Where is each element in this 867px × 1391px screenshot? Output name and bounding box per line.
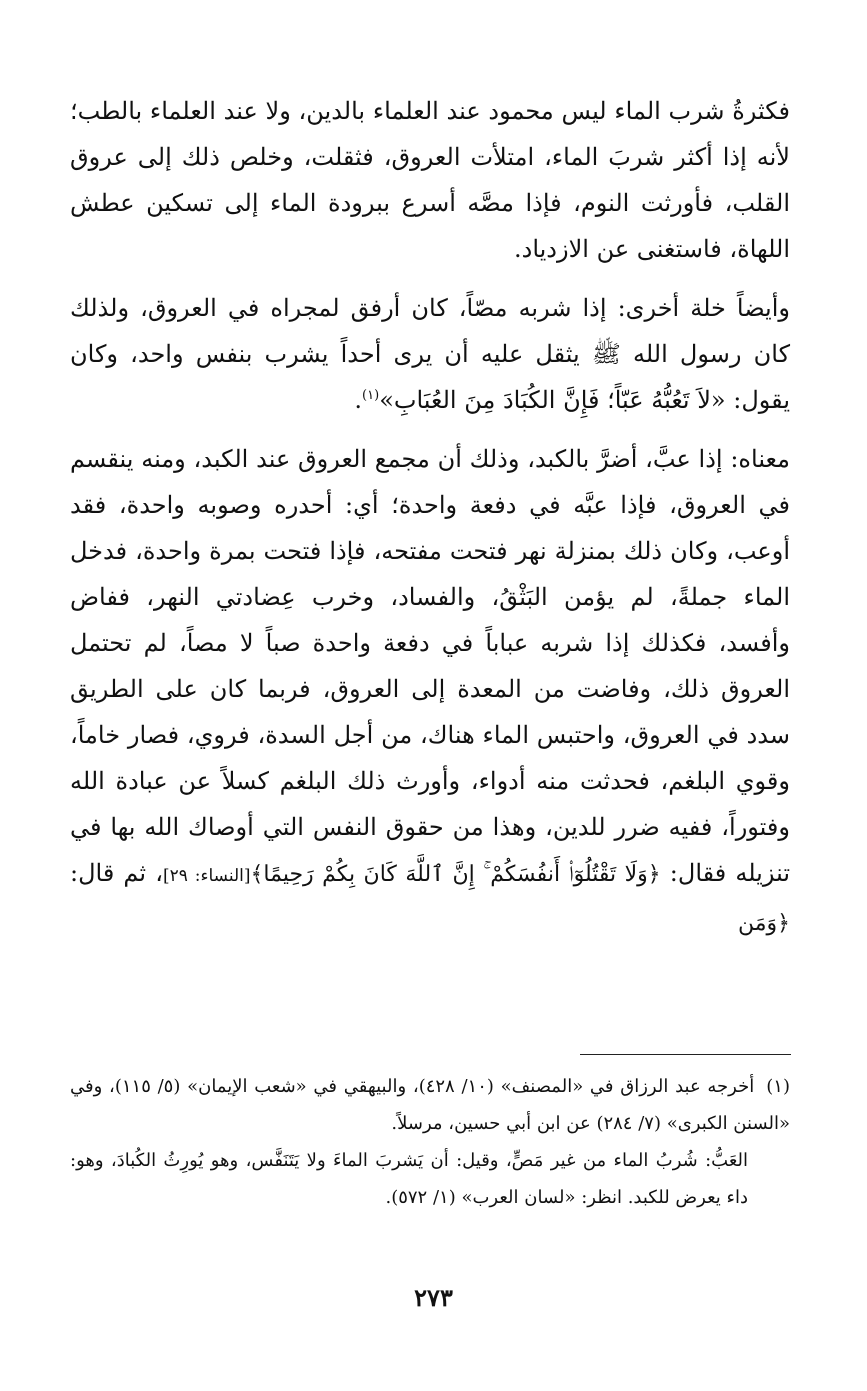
footnote-1 [70, 1068, 790, 1142]
footnote-reference: (١) [362, 388, 380, 403]
footnote-1-text: أخرجه عبد الرزاق في «المصنف» (١٠/ ٤٢٨)، والبيهقي في «شعب الإيمان» (٥/ ١١٥)، وفي «السنن الكبرى» (٧/ ٢٨٤) عن ابن أبي حسين، مرسلاً. [70, 1076, 790, 1134]
paragraph-3-text: معناه: إذا عبَّ، أضرَّ بالكبد، وذلك أن مجمع العروق عند الكبد، ومنه ينقسم في العروق، فإذا عبَّه في دفعة واحدة؛ أي: أحدره وصوبه واحدة، فقد أوعب، وكان ذلك بمنزلة نهر فتحت مفتحه، فإذا فتحت بمرة واحدة، فدخل الماء جملةً، لم يؤمن البَثْقُ، والفساد، وخرب عِضادتي النهر، ففاض وأفسد، فكذلك إذا شربه عباباً في دفعة واحدة صباً لا مصاً، لم تحتمل العروق ذلك، وفاضت من المعدة إلى العروق، فربما كان على الطريق سدد في العروق، واحتبس الماء هناك، من أجل السدة، فروي، فصار خاماً، وقوي البلغم، فحدثت منه أدواء، وأورث ذلك البلغم كسلاً عن عبادة الله وفتوراً، ففيه ضرر للدين، وهذا من حقوق النفس التي أوصاك الله بها في تنزيله فقال: [70, 445, 791, 887]
main-text [70, 88, 790, 947]
footnote-number: (١) [766, 1076, 790, 1097]
page-number: ٢٧٣ [414, 1283, 453, 1312]
paragraph-2: وأيضاً خلة أخرى: إذا شربه مصّاً، كان أرفق لمجراه في العروق، ولذلك كان رسول الله ﷺ يثقل عليه أن يرى أحداً يشرب بنفس واحد، وكان يقول: «لاَ تَعُبُّهُ عَبّاً؛ فَإِنَّ الكُبَادَ مِنَ العُبَابِ»$^{(١)}$. [70, 294, 790, 414]
next-verse-start: ﴿وَمَن [737, 911, 790, 936]
paragraph-2-text: وأيضاً خلة أخرى: إذا شربه مصّاً، كان أرفق لمجراه في العروق، ولذلك كان رسول الله ﷺ يثقل عليه أن يرى أحداً يشرب بنفس واحد، وكان يقول: [70, 294, 790, 414]
footnotes [70, 1068, 790, 1216]
verse-citation: [النساء: ٢٩] [162, 866, 251, 886]
footnote-separator [580, 1054, 791, 1055]
hadith-quote: «لاَ تَعُبُّهُ عَبّاً؛ فَإِنَّ الكُبَادَ مِنَ العُبَابِ» [379, 386, 726, 414]
paragraph-1: فكثرةُ شرب الماء ليس محمود عند العلماء بالدين، ولا عند العلماء بالطب؛ لأنه إذا أكثر شربَ الماء، امتلأت العروق، فثقلت، وخلص ذلك إلى عروق القلب، فأورثت النوم، فإذا مصَّه أسرع ببرودة الماء إلى تسكين عطش اللهاة، فاستغنى عن الازدياد. [70, 97, 790, 263]
paragraph-3 [70, 436, 790, 947]
verse-continuation: ، ثم قال: [70, 859, 163, 887]
footnote-1-gloss: العَبُّ: شُربُ الماء من غير مَصٍّ، وقيل: أن يَشربَ الماءَ ولا يَتَنَفَّس، وهو يُورِثُ الكُبادَ، وهو: داء يعرض للكبد. انظر: «لسان العرب» (١/ ٥٧٢). [70, 1150, 748, 1208]
quran-verse: ﴿وَلَا تَقْتُلُوٓا۟ أَنفُسَكُمْ ۚ إِنَّ ٱللَّهَ كَانَ بِكُمْ رَحِيمًا﴾ [250, 862, 661, 887]
